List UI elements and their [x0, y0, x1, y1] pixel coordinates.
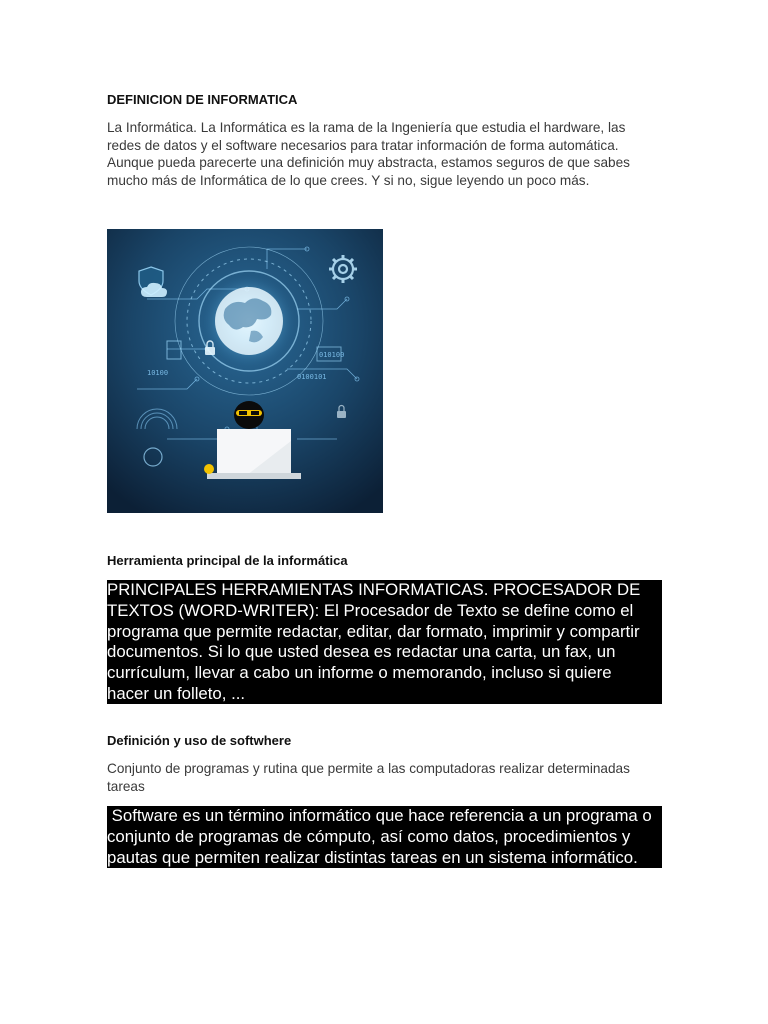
paragraph-line: Conjunto de programas y rutina que permite a las computadoras realizar determinadas [107, 761, 630, 776]
software-highlight-box [107, 806, 662, 868]
highlight-line: hacer un folleto, ... [107, 683, 246, 703]
section-title-software: Definición y uso de softwhere [107, 733, 292, 748]
highlight-line: pautas que permiten realizar distintas tareas en un sistema informático. [107, 847, 638, 867]
section-title-informatica: DEFINICION DE INFORMATICA [107, 92, 298, 107]
herramientas-highlight-box [107, 580, 662, 704]
paragraph-line: redes de datos y el software necesarios para tratar información de forma automática. [107, 137, 619, 153]
section-title-herramienta: Herramienta principal de la informática [107, 553, 348, 568]
paragraph-line: Aunque pueda parecerte una definición muy abstracta, estamos seguros de que sabes [107, 155, 630, 170]
highlight-line: documentos. Si lo que usted desea es redactar una carta, un fax, un [107, 642, 616, 662]
highlight-line: conjunto de programas de cómputo, así como datos, procedimientos y [107, 826, 631, 846]
cyber-security-illustration [107, 229, 383, 513]
highlight-line: TEXTOS (WORD-WRITER): El Procesador de Texto se define como el [107, 600, 634, 620]
binary-label: 10100 [147, 369, 169, 377]
software-paragraph [107, 760, 647, 795]
highlight-line: PRINCIPALES HERRAMIENTAS INFORMATICAS. PROCESADOR DE [107, 580, 641, 599]
binary-label: 0100101 [297, 373, 327, 381]
highlight-line: Software es un término informático que hace referencia a un programa o [107, 806, 652, 825]
binary-label: 010100 [319, 351, 345, 359]
highlight-line: currículum, llevar a cabo un informe o memorando, incluso si quiere [107, 663, 612, 683]
paragraph-line: tareas [107, 778, 145, 794]
definition-paragraph [107, 119, 647, 189]
paragraph-line: mucho más de Informática de lo que crees. Y si no, sigue leyendo un poco más. [107, 172, 590, 188]
highlight-line: programa que permite redactar, editar, dar formato, imprimir y compartir [107, 621, 640, 641]
paragraph-line: La Informática. La Informática es la rama de la Ingeniería que estudia el hardware, las [107, 120, 626, 135]
